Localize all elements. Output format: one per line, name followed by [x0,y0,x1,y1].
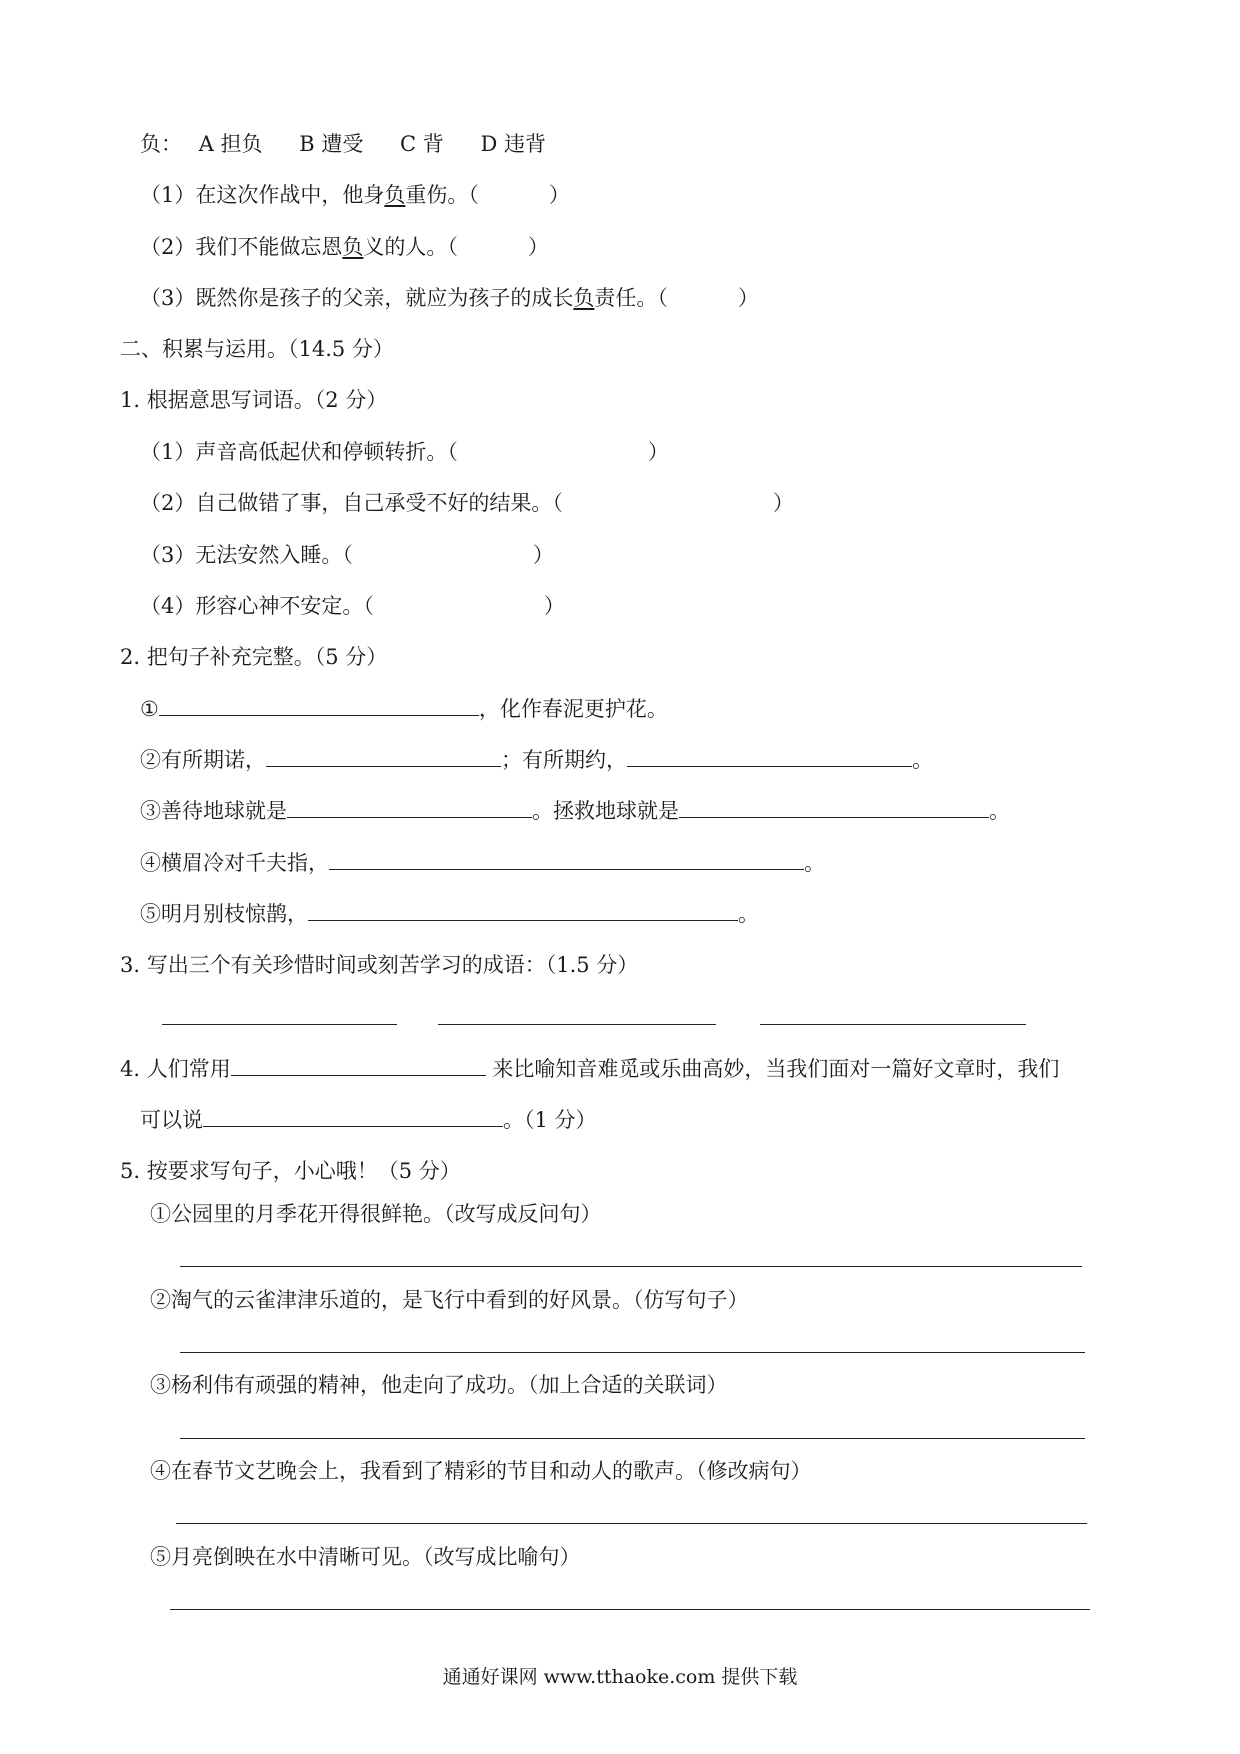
fu-head: 负： [140,132,182,156]
q2-line-1: ① ，化作春泥更护花。 [140,697,668,721]
q4-line-1: 4. 人们常用 来比喻知音难觅或乐曲高妙，当我们面对一篇好文章时，我们 [120,1057,1060,1081]
q5-title: 5. 按要求写句子，小心哦！（5 分） [120,1159,461,1183]
q5-answer-line-5[interactable] [170,1609,1090,1610]
fu-item-2: （2）我们不能做忘恩负义的人。（ ） [140,235,549,259]
q1-item-2: （2）自己做错了事，自己承受不好的结果。（ ） [140,491,794,515]
q2-line-3: ③善待地球就是 。拯救地球就是 。 [140,799,1010,823]
q2-line-2: ②有所期诺， ；有所期约， 。 [140,748,933,772]
q5-item-5: ⑤月亮倒映在水中清晰可见。（改写成比喻句） [150,1545,581,1569]
underlined-char: 负 [573,286,595,310]
q4-line-2: 可以说 。（1 分） [140,1108,597,1132]
fu-item-3: （3）既然你是孩子的父亲，就应为孩子的成长负责任。（ ） [140,286,759,310]
q5-item-2: ②淘气的云雀津津乐道的，是飞行中看到的好风景。（仿写句子） [150,1288,749,1312]
fu-option-a: A 担负 [198,132,263,156]
fu-option-c: C 背 [400,132,444,156]
q3-title: 3. 写出三个有关珍惜时间或刻苦学习的成语：（1.5 分） [120,953,639,977]
section2-title: 二、积累与运用。（14.5 分） [120,337,394,361]
q1-title: 1. 根据意思写词语。（2 分） [120,388,388,412]
fill-blank[interactable] [266,746,501,767]
q2-line-4: ④横眉冷对千夫指， 。 [140,851,825,875]
q2-title: 2. 把句子补充完整。（5 分） [120,645,388,669]
q1-item-1: （1）声音高低起伏和停顿转折。（ ） [140,440,669,464]
q5-answer-line-4[interactable] [176,1523,1087,1524]
q5-item-3: ③杨利伟有顽强的精神，他走向了成功。（加上合适的关联词） [150,1373,728,1397]
q5-item-1: ①公园里的月季花开得很鲜艳。（改写成反问句） [150,1202,602,1226]
fill-blank[interactable] [329,849,804,870]
q5-answer-line-3[interactable] [180,1438,1085,1439]
fill-blank[interactable] [159,695,479,716]
q3-blank-2[interactable] [438,1024,716,1025]
q1-item-4: （4）形容心神不安定。（ ） [140,594,565,618]
page-footer: 通通好课网 www.tthaoke.com 提供下载 [442,1666,798,1688]
q5-answer-line-2[interactable] [180,1352,1085,1353]
q5-item-4: ④在春节文艺晚会上，我看到了精彩的节目和动人的歌声。（修改病句） [150,1459,812,1483]
fu-option-b: B 遭受 [299,132,364,156]
q3-blank-1[interactable] [162,1024,397,1025]
fill-blank[interactable] [308,900,738,921]
q2-line-5: ⑤明月别枝惊鹊， 。 [140,902,759,926]
q3-blank-3[interactable] [760,1024,1026,1025]
fill-blank[interactable] [627,746,912,767]
fu-option-d: D 违背 [480,132,546,156]
q1-item-3: （3）无法安然入睡。（ ） [140,543,554,567]
fill-blank[interactable] [679,797,989,818]
fill-blank[interactable] [231,1055,486,1076]
underlined-char: 负 [384,183,406,207]
underlined-char: 负 [342,235,364,259]
fu-item-1: （1）在这次作战中，他身负重伤。（ ） [140,183,570,207]
q5-answer-line-1[interactable] [180,1266,1082,1267]
fu-options-line [140,130,546,158]
fill-blank[interactable] [203,1106,503,1127]
fill-blank[interactable] [287,797,532,818]
